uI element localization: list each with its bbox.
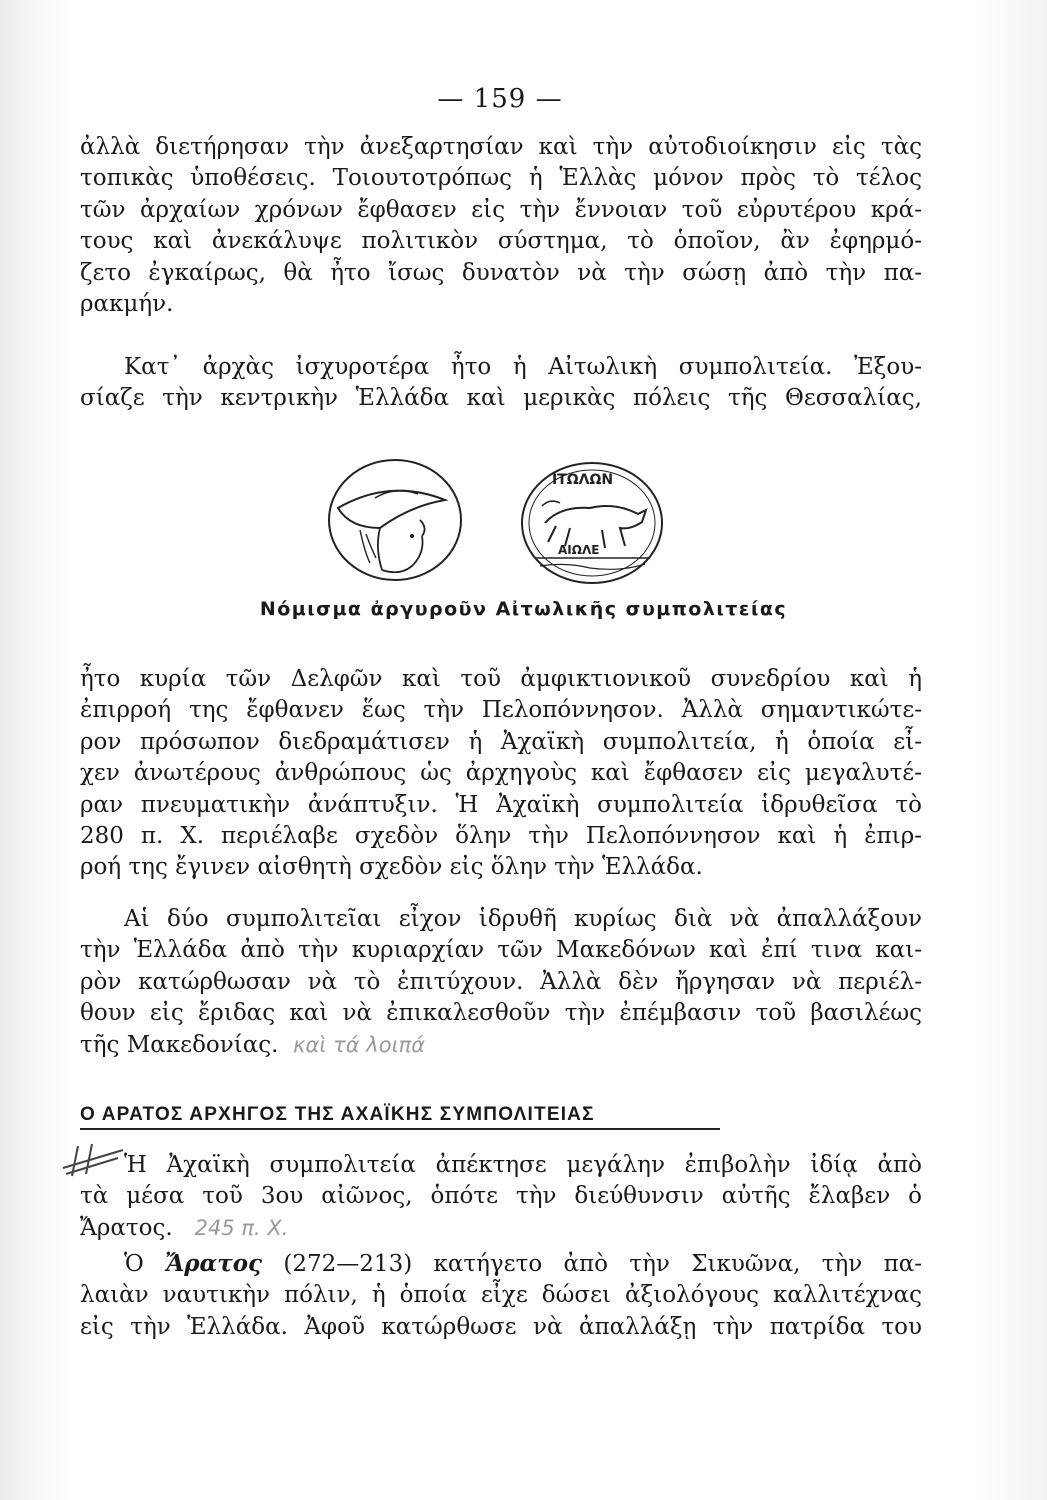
- handwritten-note: 245 π. Χ.: [194, 1215, 289, 1240]
- text-line: τῶν ἀρχαίων χρόνων ἔφθασεν εἰς τὴν ἔννοιαν τοῦ εὐρυτέρου κρά-: [80, 196, 922, 223]
- text-fragment: Ὁ: [124, 1251, 166, 1277]
- text-line: Αἱ δύο συμπολιτεῖαι εἶχον ἱδρυθῆ κυρίως διὰ νὰ ἀπαλλάξουν: [124, 906, 922, 932]
- paragraph-4: [80, 904, 922, 1061]
- name-aratos: Ἄρατος: [165, 1250, 263, 1277]
- section-heading: Ο ΑΡΑΤΟΣ ΑΡΧΗΓΟΣ ΤΗΣ ΑΧΑΪΚΗΣ ΣΥΜΠΟΛΙΤΕΙΑΣ: [80, 1104, 720, 1130]
- text-line: τους καὶ ἀνεκάλυψε πολιτικὸν σύστημα, τὸ ὁποῖον, ἂν ἐφηρμό-: [80, 228, 922, 255]
- text-line: ρὸν κατώρθωσαν νὰ τὸ ἐπιτύχουν. Ἀλλὰ δὲν ἤργησαν νὰ περιέλ-: [80, 968, 922, 995]
- text-fragment: τῆς Μακεδονίας.: [80, 1031, 279, 1058]
- text-line: τὰ μέσα τοῦ 3ου αἰῶνος, ὁπότε τὴν διεύθυνσιν αὐτῆς ἔλαβεν ὁ: [80, 1183, 922, 1210]
- coin-reverse-icon: [522, 463, 662, 583]
- text-line: ραν πνευματικὴν ἀνάπτυξιν. Ἡ Ἀχαϊκὴ συμπολιτεία ἱδρυθεῖσα τὸ: [80, 791, 922, 818]
- text-fragment: (272—213) κατήγετο ἀπὸ τὴν Σικυῶνα, τὴν πα-: [262, 1251, 923, 1277]
- text-line: ἦτο κυρία τῶν Δελφῶν καὶ τοῦ ἀμφικτιονικοῦ συνεδρίου καὶ ἡ: [80, 666, 922, 692]
- coin-legend-top: ΙΤΩΛΩΝ: [552, 472, 614, 488]
- text-line: εἰς τὴν Ἑλλάδα. Ἀφοῦ κατώρθωσε νὰ ἀπαλλάξῃ τὴν πατρίδα του: [80, 1313, 922, 1340]
- paragraph-2: [80, 352, 922, 415]
- text-line: θουν εἰς ἔριδας καὶ νὰ ἐπικαλεσθοῦν τὴν ἐπέμβασιν τοῦ βασιλέως: [80, 1000, 922, 1027]
- paragraph-6: [80, 1248, 922, 1343]
- text-line: ροή της ἔγινεν αἰσθητὴ σχεδὸν εἰς ὅλην τὴν Ἑλλάδα.: [80, 854, 703, 881]
- paragraph-1: [80, 132, 922, 320]
- paragraph-3: [80, 664, 922, 884]
- paragraph-5: [80, 1150, 922, 1244]
- text-line: ρον πρόσωπον διεδραμάτισεν ἡ Ἀχαϊκὴ συμπολιτεία, ἡ ὁποία εἶ-: [80, 728, 922, 755]
- text-line: 280 π. Χ. περιέλαβε σχεδὸν ὅλην τὴν Πελοπόννησον καὶ ἡ ἐπιρ-: [80, 823, 922, 850]
- text-fragment: Ἄρατος.: [80, 1214, 173, 1241]
- text-line: [80, 1213, 922, 1244]
- text-line: Κατ᾽ ἀρχὰς ἰσχυροτέρα ἦτο ἡ Αἰτωλικὴ συμπολιτεία. Ἐξου-: [124, 354, 922, 380]
- coin-legend-bottom: ΑΙΩΛΕ: [558, 543, 600, 557]
- handwritten-note: καὶ τά λοιπά: [293, 1032, 426, 1057]
- text-line: χεν ἀνωτέρους ἀνθρώπους ὡς ἀρχηγοὺς καὶ ἔφθασεν εἰς μεγαλυτέ-: [80, 760, 922, 787]
- text-line: λαιὰν ναυτικὴν πόλιν, ἡ ὁποία εἶχε δώσει ἀξιολόγους καλλιτέχνας: [80, 1282, 922, 1309]
- coin-illustration: [320, 458, 680, 588]
- text-line: τὴν Ἑλλάδα ἀπὸ τὴν κυριαρχίαν τῶν Μακεδόνων καὶ ἐπί τινα και-: [80, 937, 922, 964]
- text-line: ἐπιρροή της ἔφθανεν ἕως τὴν Πελοπόννησον. Ἀλλὰ σημαντικώτε-: [80, 697, 922, 724]
- figure-caption: Νόμισμα ἀργυροῦν Αἰτωλικῆς συμπολιτείας: [259, 598, 788, 620]
- text-line: ζετο ἐγκαίρως, θὰ ἦτο ἴσως δυνατὸν νὰ τὴν σώσῃ ἀπὸ τὴν πα-: [80, 259, 922, 286]
- text-line: ρακμήν.: [80, 291, 174, 318]
- coin-obverse-icon: [329, 460, 461, 580]
- page-number: — 159 —: [437, 84, 563, 114]
- text-line: ἀλλὰ διετήρησαν τὴν ἀνεξαρτησίαν καὶ τὴν αὐτοδιοίκησιν εἰς τὰς: [80, 134, 922, 160]
- text-line: [80, 1030, 922, 1061]
- text-line: τοπικὰς ὑποθέσεις. Τοιουτοτρόπως ἡ Ἑλλὰς μόνον πρὸς τὸ τέλος: [80, 165, 922, 192]
- text-line: Ἡ Ἀχαϊκὴ συμπολιτεία ἀπέκτησε μεγάλην ἐπιβολὴν ἰδίᾳ ἀπὸ: [124, 1152, 922, 1178]
- text-line: σίαζε τὴν κεντρικὴν Ἑλλάδα καὶ μερικὰς πόλεις τῆς Θεσσαλίας,: [80, 385, 922, 412]
- text-line: [80, 1248, 922, 1280]
